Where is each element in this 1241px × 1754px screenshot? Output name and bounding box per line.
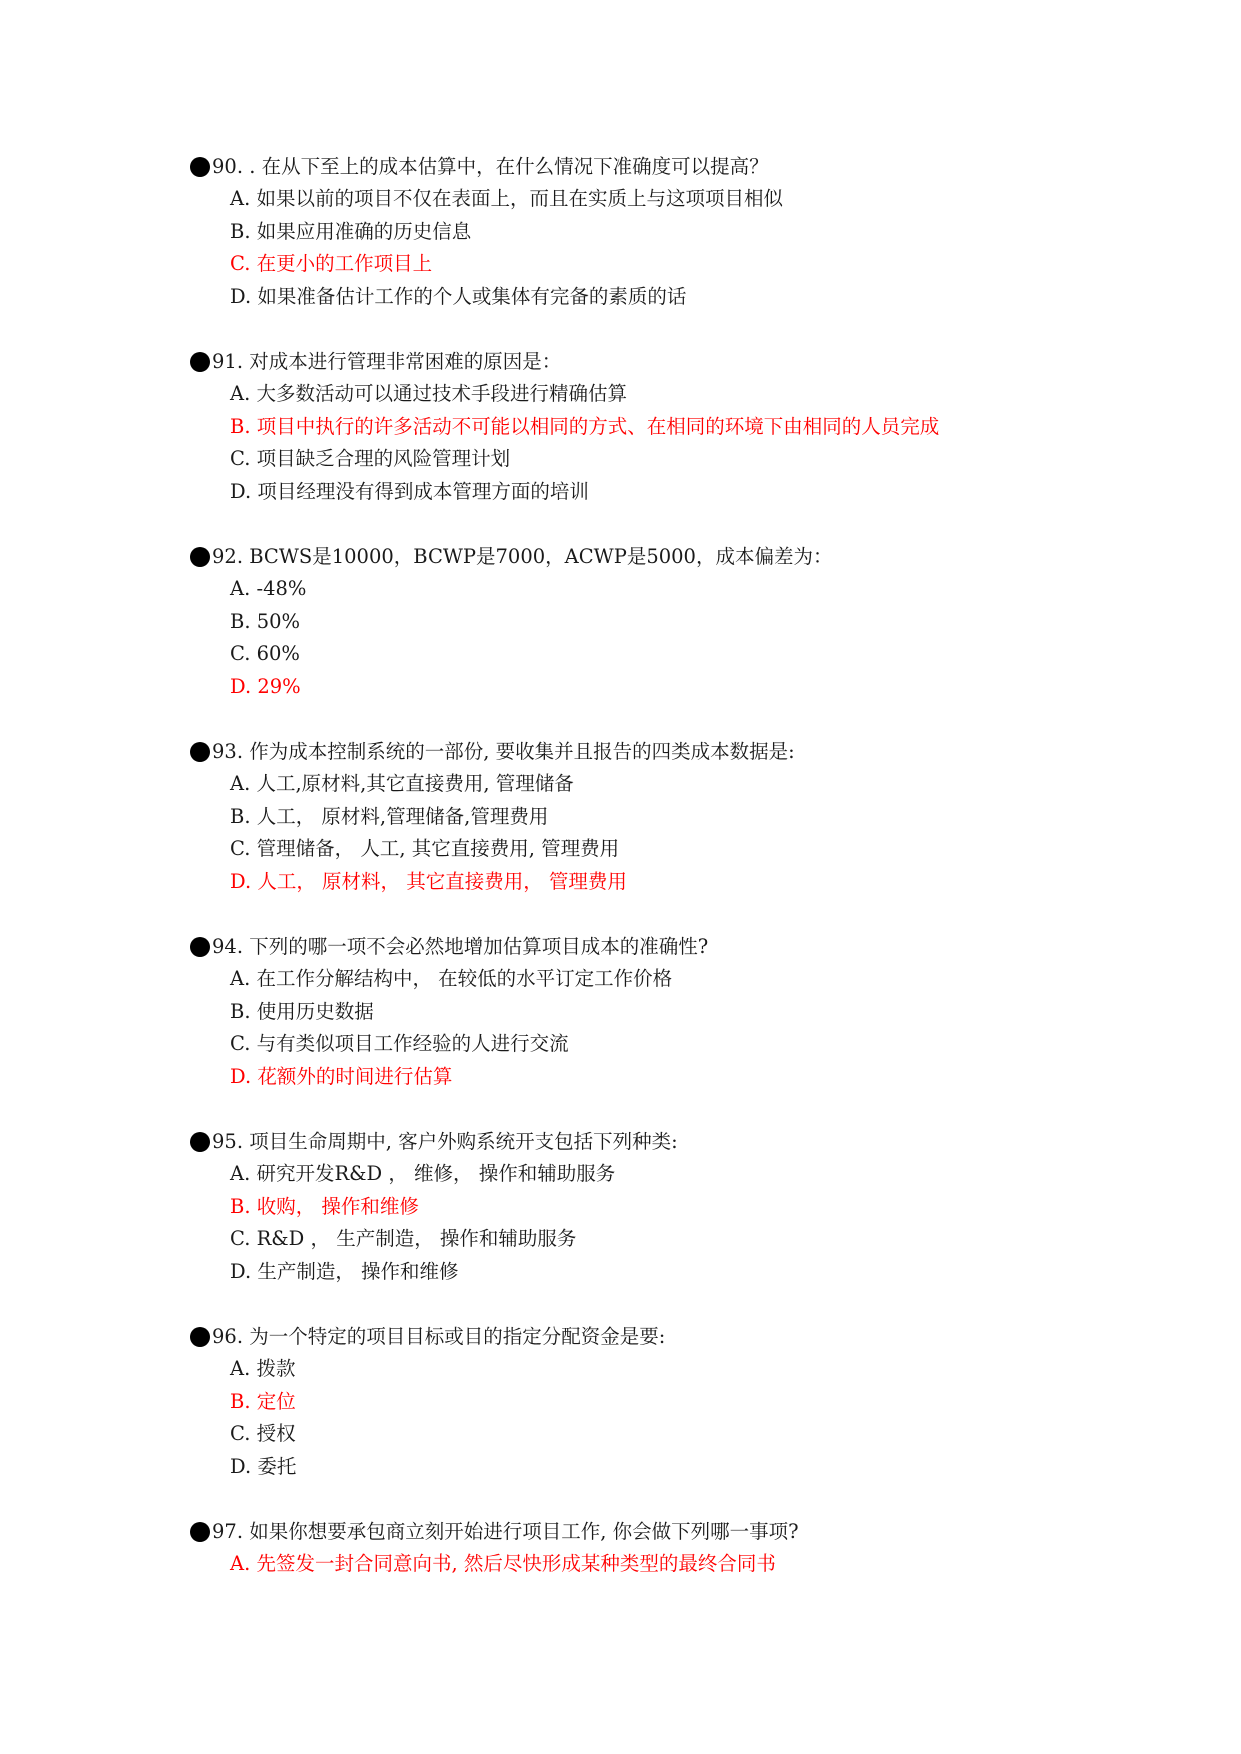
bullet-icon [190, 1522, 210, 1542]
option-a: A. 如果以前的项目不仅在表面上，而且在实质上与这项项目相似 [230, 187, 783, 210]
option-d: D. 生产制造， 操作和维修 [230, 1259, 459, 1283]
option-c: C. R&D ， 生产制造， 操作和辅助服务 [230, 1227, 577, 1251]
option-c-correct: C. 在更小的工作项目上 [230, 252, 433, 276]
bullet-icon [190, 547, 210, 567]
question-stem [190, 1320, 1150, 1353]
option-a: A. 在工作分解结构中， 在较低的水平订定工作价格 [230, 967, 673, 990]
question-text: 94. 下列的哪一项不会必然地增加估算项目成本的准确性? [212, 935, 709, 958]
option-b: B. 如果应用准确的历史信息 [230, 219, 472, 243]
question-stem [190, 735, 1150, 768]
question-text: 92. BCWS是10000，BCWP是7000，ACWP是5000，成本偏差为： [212, 545, 833, 568]
bullet-icon [190, 157, 210, 177]
option-c: C. 项目缺乏合理的风险管理计划 [230, 447, 511, 471]
option-d-correct: D. 人工， 原材料， 其它直接费用， 管理费用 [230, 869, 627, 893]
option-c: C. 与有类似项目工作经验的人进行交流 [230, 1032, 569, 1056]
question-stem [190, 150, 1150, 183]
question-text: 93. 作为成本控制系统的一部份, 要收集并且报告的四类成本数据是: [212, 740, 795, 763]
question-96 [190, 1320, 1150, 1483]
option-c: C. 60% [230, 642, 300, 666]
bullet-icon [190, 1327, 210, 1347]
option-b-correct: B. 收购， 操作和维修 [230, 1194, 419, 1218]
question-97 [190, 1515, 1150, 1581]
question-92 [190, 540, 1150, 703]
question-90 [190, 150, 1150, 313]
question-text: 96. 为一个特定的项目目标或目的指定分配资金是要: [212, 1325, 666, 1348]
option-b-correct: B. 项目中执行的许多活动不可能以相同的方式、在相同的环境下由相同的人员完成 [230, 414, 940, 438]
option-a: A. 研究开发R&D ， 维修， 操作和辅助服务 [230, 1162, 616, 1185]
option-d-correct: D. 29% [230, 674, 301, 698]
question-text: 90. . 在从下至上的成本估算中，在什么情况下准确度可以提高？ [212, 155, 769, 178]
option-c: C. 管理储备， 人工, 其它直接费用, 管理费用 [230, 837, 620, 861]
question-95 [190, 1125, 1150, 1288]
option-a-correct: A. 先签发一封合同意向书, 然后尽快形成某种类型的最终合同书 [230, 1552, 776, 1575]
question-93 [190, 735, 1150, 898]
bullet-icon [190, 1132, 210, 1152]
question-94 [190, 930, 1150, 1093]
bullet-icon [190, 352, 210, 372]
bullet-icon [190, 937, 210, 957]
question-text: 97. 如果你想要承包商立刻开始进行项目工作, 你会做下列哪一事项? [212, 1520, 799, 1543]
option-a: A. 人工,原材料,其它直接费用, 管理储备 [230, 772, 574, 795]
option-a: A. -48% [230, 577, 307, 600]
option-a: A. 大多数活动可以通过技术手段进行精确估算 [230, 382, 627, 405]
bullet-icon [190, 742, 210, 762]
question-stem [190, 1515, 1150, 1548]
question-text: 91. 对成本进行管理非常困难的原因是： [212, 350, 562, 373]
option-c: C. 授权 [230, 1422, 296, 1446]
option-b: B. 使用历史数据 [230, 999, 374, 1023]
question-stem [190, 540, 1150, 573]
question-stem [190, 1125, 1150, 1158]
question-text: 95. 项目生命周期中, 客户外购系统开支包括下列种类: [212, 1130, 678, 1153]
option-b-correct: B. 定位 [230, 1389, 296, 1413]
option-d: D. 委托 [230, 1454, 297, 1478]
question-stem [190, 930, 1150, 963]
option-b: B. 人工， 原材料,管理储备,管理费用 [230, 804, 549, 828]
option-d: D. 如果准备估计工作的个人或集体有完备的素质的话 [230, 284, 687, 308]
option-a: A. 拨款 [230, 1357, 296, 1380]
option-d: D. 项目经理没有得到成本管理方面的培训 [230, 479, 589, 503]
question-91 [190, 345, 1150, 508]
option-d-correct: D. 花额外的时间进行估算 [230, 1064, 453, 1088]
question-stem [190, 345, 1150, 378]
option-b: B. 50% [230, 609, 301, 633]
